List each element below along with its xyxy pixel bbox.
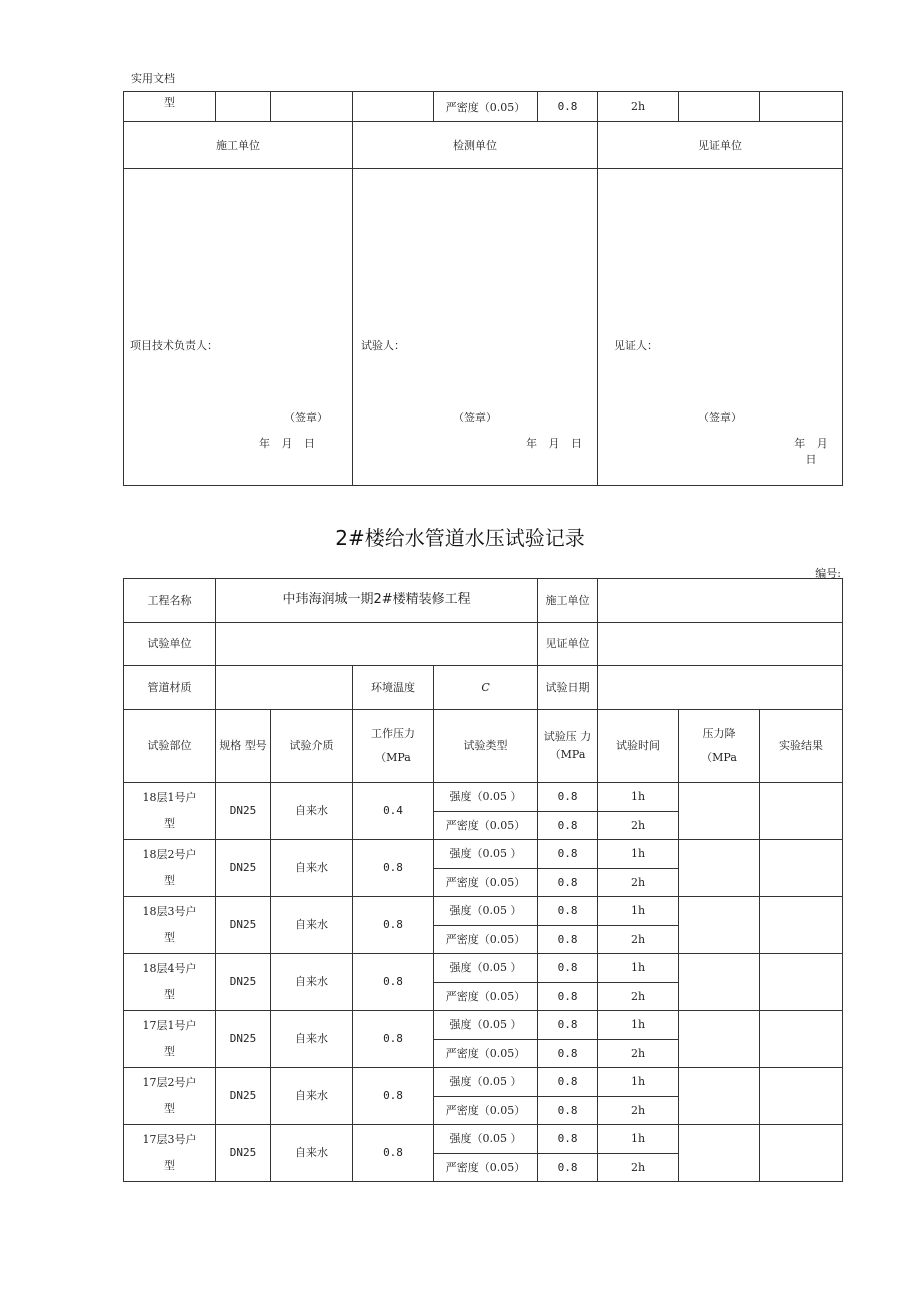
position-line1: 17层1号户 — [142, 1019, 197, 1033]
seal-label: （签章） — [453, 411, 497, 424]
work-pressure-cell: 0.8 — [353, 897, 434, 954]
spec-cell: DN25 — [216, 1125, 271, 1182]
tightness-test-time-cell: 2h — [598, 1097, 679, 1125]
env-temp-label: 环境温度 — [353, 666, 434, 710]
seal-label: （签章） — [284, 411, 328, 424]
tightness-test-pressure-cell: 0.8 — [538, 926, 598, 954]
test-pressure-header-line2: （MPa — [549, 748, 586, 761]
medium-cell: 自来水 — [271, 897, 353, 954]
tightness-test-type-cell: 严密度（0.05） — [434, 926, 538, 954]
position-header: 试验部位 — [124, 710, 216, 783]
tightness-test-type-cell: 严密度（0.05） — [434, 1097, 538, 1125]
pressure-drop-cell — [679, 1125, 760, 1182]
position-cell — [124, 783, 216, 840]
strength-test-pressure-cell: 0.8 — [538, 954, 598, 983]
table-row — [124, 840, 843, 869]
result-cell — [760, 1068, 843, 1125]
witness-signature-area — [598, 169, 843, 486]
pressure-drop-cell — [679, 1068, 760, 1125]
pressure-drop-header — [679, 710, 760, 783]
pressure-drop-cell — [679, 92, 760, 122]
result-cell — [760, 783, 843, 840]
position-line1: 18层4号户 — [142, 962, 197, 976]
test-pressure-cell: 0.8 — [538, 92, 598, 122]
test-date-label: 试验日期 — [538, 666, 598, 710]
pressure-drop-header-line2: （MPa — [701, 751, 737, 764]
spec-cell: DN25 — [216, 954, 271, 1011]
spec-cell: DN25 — [216, 1011, 271, 1068]
result-cell — [760, 1011, 843, 1068]
pressure-drop-cell — [679, 897, 760, 954]
table-row — [124, 1068, 843, 1097]
spec-cell: DN25 — [216, 1068, 271, 1125]
tightness-test-time-cell: 2h — [598, 812, 679, 840]
table-row — [124, 954, 843, 983]
previous-record-table — [123, 91, 843, 486]
tightness-test-time-cell: 2h — [598, 926, 679, 954]
table-row — [124, 1011, 843, 1040]
position-cell — [124, 897, 216, 954]
tightness-test-time-cell: 2h — [598, 869, 679, 897]
tightness-test-time-cell: 2h — [598, 1154, 679, 1182]
test-type-header: 试验类型 — [434, 710, 538, 783]
work-pressure-cell: 0.8 — [353, 840, 434, 897]
seal-label: （签章） — [698, 411, 742, 424]
page-header: 实用文档 — [131, 72, 175, 85]
medium-cell: 自来水 — [271, 1011, 353, 1068]
strength-test-time-cell: 1h — [598, 954, 679, 983]
result-cell — [760, 954, 843, 1011]
date-label: 年 月 日 — [526, 437, 586, 450]
medium-cell: 自来水 — [271, 840, 353, 897]
strength-test-time-cell: 1h — [598, 1125, 679, 1154]
testing-signature-area — [353, 169, 598, 486]
work-pressure-header — [353, 710, 434, 783]
position-line2: 型 — [164, 817, 175, 830]
strength-test-type-cell: 强度（0.05 ） — [434, 1125, 538, 1154]
medium-header: 试验介质 — [271, 710, 353, 783]
strength-test-pressure-cell: 0.8 — [538, 783, 598, 812]
witness-unit-header: 见证单位 — [598, 122, 843, 169]
spec-header: 规格 型号 — [216, 710, 271, 783]
work-pressure-cell: 0.4 — [353, 783, 434, 840]
tester-label: 试验人： — [361, 339, 405, 352]
position-cell — [124, 1125, 216, 1182]
position-line1: 18层3号户 — [142, 905, 197, 919]
result-cell — [760, 92, 843, 122]
tech-lead-label: 项目技术负责人： — [130, 339, 218, 352]
position-line2: 型 — [164, 1045, 175, 1058]
strength-test-type-cell: 强度（0.05 ） — [434, 783, 538, 812]
position-cell — [124, 1068, 216, 1125]
test-pressure-header — [538, 710, 598, 783]
position-line2: 型 — [164, 988, 175, 1001]
tightness-test-type-cell: 严密度（0.05） — [434, 1154, 538, 1182]
position-cell — [124, 1011, 216, 1068]
tightness-test-pressure-cell: 0.8 — [538, 1040, 598, 1068]
strength-test-time-cell: 1h — [598, 897, 679, 926]
position-line1: 18层1号户 — [142, 791, 197, 805]
env-temp-unit: C — [434, 666, 538, 710]
strength-test-type-cell: 强度（0.05 ） — [434, 1068, 538, 1097]
testing-unit-header: 检测单位 — [353, 122, 598, 169]
date-label: 年 月 日 — [794, 437, 832, 466]
spec-cell: DN25 — [216, 840, 271, 897]
result-cell — [760, 840, 843, 897]
result-header: 实验结果 — [760, 710, 843, 783]
pressure-drop-cell — [679, 783, 760, 840]
strength-test-pressure-cell: 0.8 — [538, 897, 598, 926]
table-row — [124, 1125, 843, 1154]
strength-test-pressure-cell: 0.8 — [538, 1011, 598, 1040]
spec-cell: DN25 — [216, 897, 271, 954]
position-line2: 型 — [164, 931, 175, 944]
medium-cell: 自来水 — [271, 783, 353, 840]
strength-test-pressure-cell: 0.8 — [538, 1125, 598, 1154]
tightness-test-pressure-cell: 0.8 — [538, 1097, 598, 1125]
spec-cell: DN25 — [216, 783, 271, 840]
pipe-material-label: 管道材质 — [124, 666, 216, 710]
witness-unit-label: 见证单位 — [538, 623, 598, 666]
spec-cell — [216, 92, 271, 122]
work-pressure-cell: 0.8 — [353, 1068, 434, 1125]
tightness-test-type-cell: 严密度（0.05） — [434, 869, 538, 897]
test-time-cell: 2h — [598, 92, 679, 122]
work-pressure-cell: 0.8 — [353, 954, 434, 1011]
work-pressure-cell — [353, 92, 434, 122]
medium-cell: 自来水 — [271, 1068, 353, 1125]
test-type-cell: 严密度（0.05） — [434, 92, 538, 122]
witness-unit-value — [598, 623, 843, 666]
position-cell — [124, 840, 216, 897]
pressure-drop-header-line1: 压力降 — [702, 727, 736, 741]
tightness-test-pressure-cell: 0.8 — [538, 869, 598, 897]
work-pressure-cell: 0.8 — [353, 1011, 434, 1068]
witness-label: 见证人： — [614, 339, 658, 352]
strength-test-type-cell: 强度（0.05 ） — [434, 1011, 538, 1040]
test-date-value — [598, 666, 843, 710]
tightness-test-time-cell: 2h — [598, 1040, 679, 1068]
project-name-value: 中玮海润城一期2#楼精装修工程 — [216, 579, 538, 623]
medium-cell: 自来水 — [271, 1125, 353, 1182]
pipe-material-value — [216, 666, 353, 710]
position-line2: 型 — [164, 874, 175, 887]
project-name-label: 工程名称 — [124, 579, 216, 623]
result-cell — [760, 1125, 843, 1182]
position-cell: 型 — [124, 92, 216, 122]
pressure-drop-cell — [679, 840, 760, 897]
strength-test-time-cell: 1h — [598, 1011, 679, 1040]
test-pressure-header-line1: 试验压 力 — [543, 730, 592, 744]
test-unit-value — [216, 623, 538, 666]
tightness-test-pressure-cell: 0.8 — [538, 812, 598, 840]
tightness-test-type-cell: 严密度（0.05） — [434, 983, 538, 1011]
strength-test-type-cell: 强度（0.05 ） — [434, 897, 538, 926]
work-pressure-cell: 0.8 — [353, 1125, 434, 1182]
table-row — [124, 897, 843, 926]
construction-signature-area — [124, 169, 353, 486]
construction-unit-label: 施工单位 — [538, 579, 598, 623]
pressure-drop-cell — [679, 954, 760, 1011]
position-line1: 17层3号户 — [142, 1133, 197, 1147]
position-line1: 17层2号户 — [142, 1076, 197, 1090]
position-line2: 型 — [164, 1159, 175, 1172]
tightness-test-type-cell: 严密度（0.05） — [434, 1040, 538, 1068]
strength-test-time-cell: 1h — [598, 1068, 679, 1097]
test-time-header: 试验时间 — [598, 710, 679, 783]
tightness-test-pressure-cell: 0.8 — [538, 983, 598, 1011]
record-number-label: 编号: — [815, 567, 841, 580]
position-cell — [124, 954, 216, 1011]
tightness-test-time-cell: 2h — [598, 983, 679, 1011]
table-row — [124, 783, 843, 812]
construction-unit-header: 施工单位 — [124, 122, 353, 169]
strength-test-pressure-cell: 0.8 — [538, 840, 598, 869]
pressure-drop-cell — [679, 1011, 760, 1068]
test-unit-label: 试验单位 — [124, 623, 216, 666]
result-cell — [760, 897, 843, 954]
construction-unit-value — [598, 579, 843, 623]
record-title: 2#楼给水管道水压试验记录 — [335, 526, 585, 550]
work-pressure-header-line1: 工作压力 — [371, 727, 415, 741]
work-pressure-header-line2: （MPa — [375, 751, 411, 764]
tightness-test-type-cell: 严密度（0.05） — [434, 812, 538, 840]
strength-test-type-cell: 强度（0.05 ） — [434, 954, 538, 983]
position-line1: 18层2号户 — [142, 848, 197, 862]
pressure-test-table — [123, 578, 843, 1182]
position-line2: 型 — [164, 1102, 175, 1115]
strength-test-time-cell: 1h — [598, 840, 679, 869]
date-label: 年 月 日 — [259, 437, 319, 450]
strength-test-pressure-cell: 0.8 — [538, 1068, 598, 1097]
strength-test-type-cell: 强度（0.05 ） — [434, 840, 538, 869]
strength-test-time-cell: 1h — [598, 783, 679, 812]
medium-cell: 自来水 — [271, 954, 353, 1011]
tightness-test-pressure-cell: 0.8 — [538, 1154, 598, 1182]
medium-cell — [271, 92, 353, 122]
